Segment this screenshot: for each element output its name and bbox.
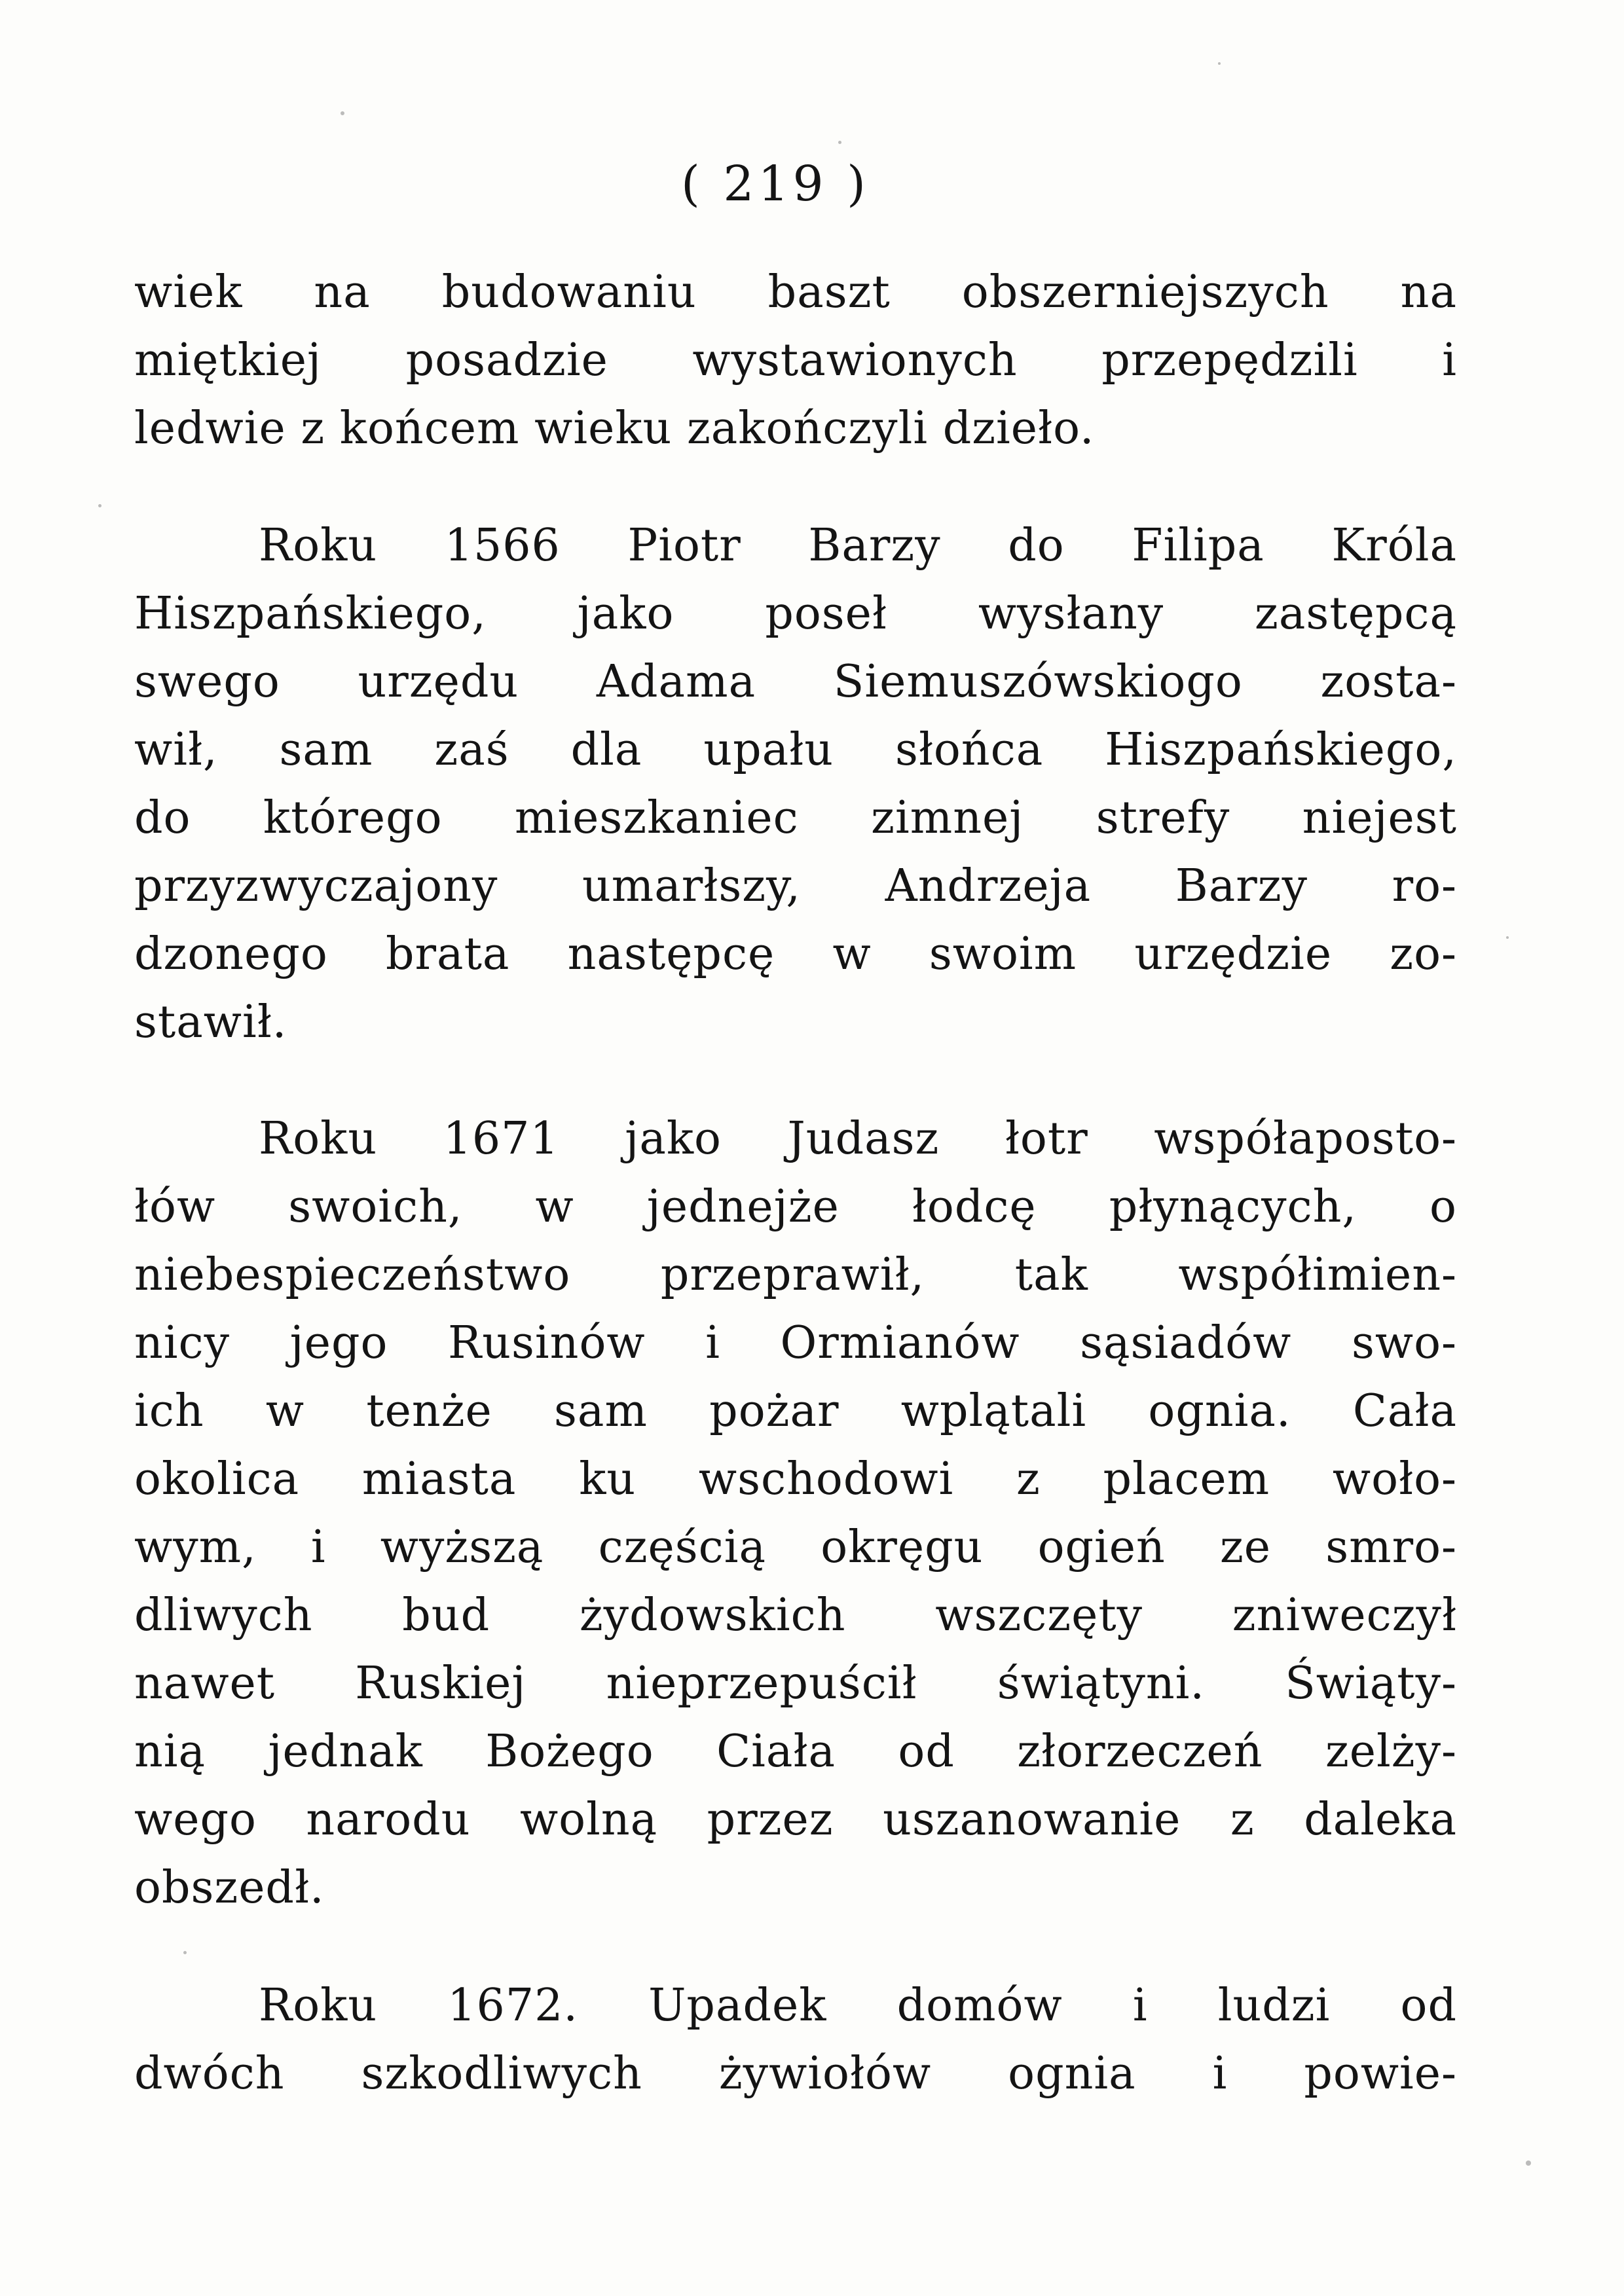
text-line-19: dliwych bud żydowskich wszczęty zniweczył bbox=[134, 1590, 1457, 1641]
text-line-1: wiek na budowaniu baszt obszerniejszych na bbox=[134, 266, 1457, 318]
text-line-9: przyzwyczajony umarłszy, Andrzeja Barzy ro- bbox=[134, 860, 1457, 912]
text-line-14: niebespieczeństwo przeprawił, tak współimien- bbox=[134, 1249, 1457, 1301]
scan-speck bbox=[838, 141, 841, 144]
text-line-12: Roku 1671 jako Judasz łotr współaposto- bbox=[259, 1113, 1457, 1165]
text-line-23: obszedł. bbox=[134, 1862, 325, 1914]
text-line-17: okolica miasta ku wschodowi z placem woło- bbox=[134, 1453, 1457, 1505]
text-line-2: miętkiej posadzie wystawionych przepędzili i bbox=[134, 335, 1457, 386]
text-line-11: stawił. bbox=[134, 996, 287, 1048]
text-line-5: Hiszpańskiego, jako poseł wysłany zastępcą bbox=[134, 588, 1457, 640]
text-line-16: ich w tenże sam pożar wplątali ognia. Cała bbox=[134, 1385, 1457, 1437]
text-line-10: dzonego brata następcę w swoim urzędzie zo- bbox=[134, 928, 1457, 980]
text-line-7: wił, sam zaś dla upału słońca Hiszpańskiego, bbox=[134, 724, 1457, 776]
scan-speck bbox=[341, 111, 344, 115]
text-line-13: łów swoich, w jednejże łodcę płynących, o bbox=[134, 1181, 1457, 1233]
page-number: ( 219 ) bbox=[681, 156, 870, 212]
text-line-8: do którego mieszkaniec zimnej strefy niejest bbox=[134, 792, 1457, 844]
scan-speck bbox=[1506, 936, 1509, 939]
text-line-15: nicy jego Rusinów i Ormianów sąsiadów swo- bbox=[134, 1317, 1457, 1369]
text-line-18: wym, i wyższą częścią okręgu ogień ze smro- bbox=[134, 1522, 1457, 1573]
scan-speck bbox=[1218, 62, 1221, 65]
text-line-25: dwóch szkodliwych żywiołów ognia i powie- bbox=[134, 2048, 1457, 2100]
text-line-22: wego narodu wolną przez uszanowanie z daleka bbox=[134, 1794, 1457, 1846]
text-line-20: nawet Ruskiej nieprzepuścił świątyni. Świąty- bbox=[134, 1658, 1457, 1709]
text-line-3: ledwie z końcem wieku zakończyli dzieło. bbox=[134, 403, 1095, 454]
text-line-4: Roku 1566 Piotr Barzy do Filipa Króla bbox=[259, 520, 1457, 572]
text-line-6: swego urzędu Adama Siemuszówskiogo zosta- bbox=[134, 656, 1457, 708]
scan-speck bbox=[1526, 2160, 1531, 2166]
text-line-24: Roku 1672. Upadek domów i ludzi od bbox=[259, 1980, 1457, 2032]
text-line-21: nią jednak Bożego Ciała od złorzeczeń zelży- bbox=[134, 1726, 1457, 1777]
scan-speck bbox=[98, 504, 101, 507]
scan-speck bbox=[183, 1951, 187, 1954]
